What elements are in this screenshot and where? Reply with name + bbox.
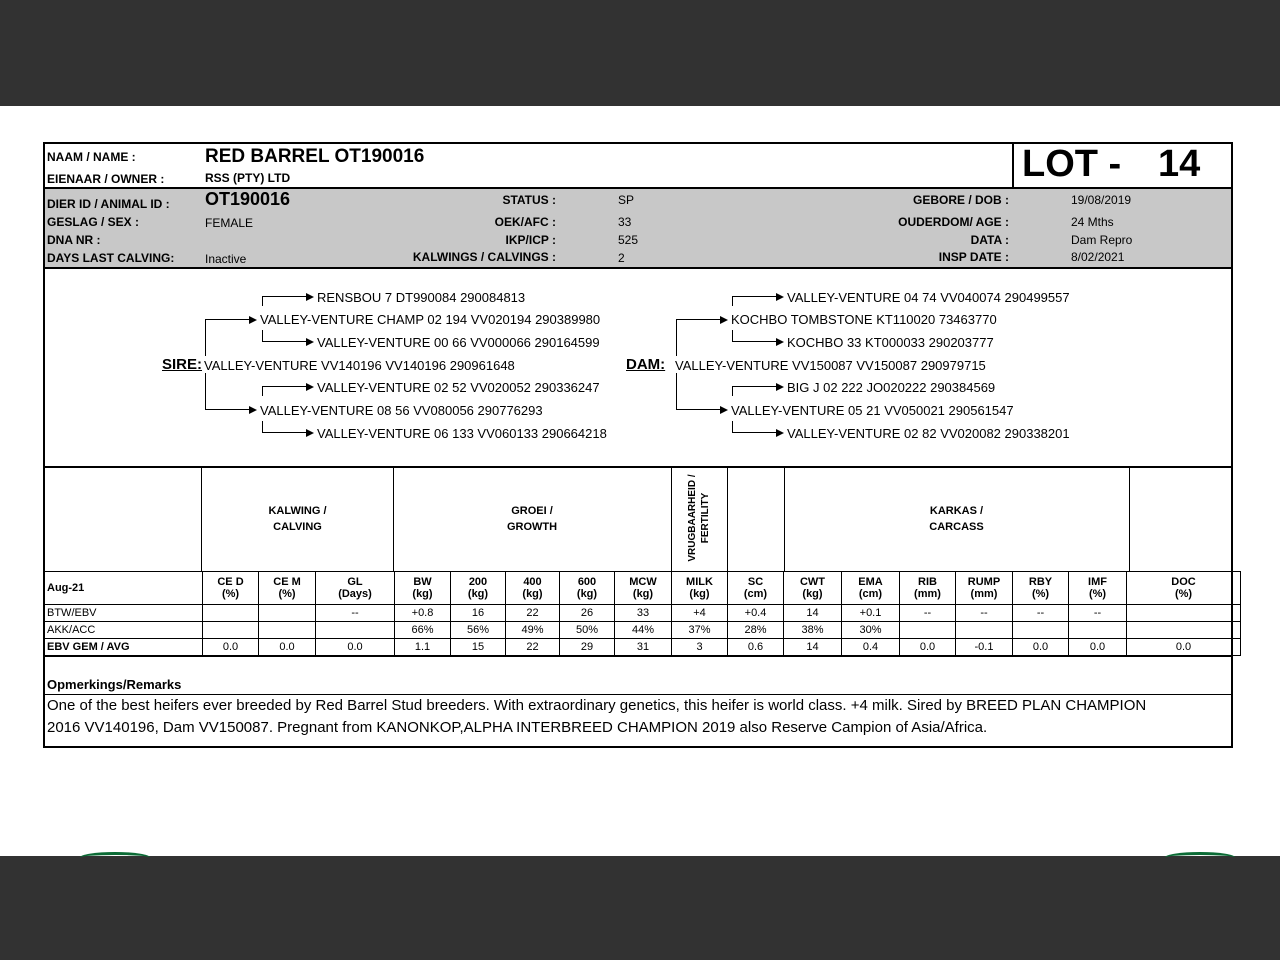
column-header (259, 572, 316, 605)
column-name: IMF (1088, 576, 1107, 588)
column-header (728, 572, 784, 605)
table-cell: 1.1 (395, 639, 451, 656)
table-cell: 0.0 (203, 639, 259, 656)
dob-label: GEBORE / DOB : (912, 193, 1009, 207)
table-cell: 29 (560, 639, 615, 656)
table-cell (1069, 622, 1127, 639)
age-value: 24 Mths (1071, 215, 1114, 229)
animal-id-value: OT190016 (205, 189, 291, 209)
column-name: BW (413, 576, 432, 588)
column-name: GL (347, 576, 363, 588)
table-cell: 22 (506, 639, 560, 656)
group-divider (671, 466, 672, 572)
table-row (45, 639, 1241, 656)
table-cell: 16 (451, 605, 506, 622)
column-name: 200 (468, 576, 488, 588)
table-row (45, 622, 1241, 639)
column-unit: (cm) (858, 588, 883, 600)
sire-dam-sire: VALLEY-VENTURE 02 52 VV020052 290336247 (317, 380, 600, 395)
sire-label: SIRE: (162, 356, 203, 373)
divider (45, 656, 1233, 657)
lot-divider (1012, 142, 1014, 188)
table-cell (1127, 605, 1241, 622)
column-header (784, 572, 842, 605)
table-cell: 15 (451, 639, 506, 656)
table-cell: 0.0 (1069, 639, 1127, 656)
animal-name: RED BARREL OT190016 (205, 146, 425, 167)
pedigree-connector (262, 330, 308, 342)
column-name: RUMP (967, 576, 1001, 588)
column-unit: (kg) (632, 588, 654, 600)
column-name: EMA (858, 576, 883, 588)
table-cell: 49% (506, 622, 560, 639)
table-cell: 0.0 (1013, 639, 1069, 656)
remarks-line-1: One of the best heifers ever breeded by Red Barrel Stud breeders. With extraordinary genetics, this heifer is world class. +4 milk. Sired by BREED PLAN CHAMPION (47, 697, 1147, 714)
arrow-icon (776, 429, 784, 437)
owner-label: EIENAAR / OWNER : (47, 172, 165, 186)
column-unit: (kg) (522, 588, 543, 600)
pedigree-connector (732, 386, 778, 396)
days-last-calving-value: Inactive (205, 252, 247, 266)
column-unit: (%) (278, 588, 296, 600)
sex-label: GESLAG / SEX : (47, 215, 140, 229)
pedigree-connector (732, 330, 778, 342)
period-label: Aug-21 (45, 572, 203, 605)
table-cell: 31 (615, 639, 672, 656)
divider (45, 694, 1233, 695)
status-value: SP (618, 193, 635, 207)
sire-dam: VALLEY-VENTURE 08 56 VV080056 290776293 (260, 403, 543, 418)
decorative-logo-edge (1165, 852, 1235, 863)
dam-dam: VALLEY-VENTURE 05 21 VV050021 290561547 (731, 403, 1014, 418)
table-cell: -- (1013, 605, 1069, 622)
table-cell: -- (900, 605, 956, 622)
fertility-header-line2: FERTILITY (700, 492, 711, 544)
table-cell: 0.0 (900, 639, 956, 656)
carcass-header-line1: KARKAS / (929, 505, 984, 517)
fertility-group-header (686, 461, 712, 575)
column-header (203, 572, 259, 605)
column-name: RBY (1028, 576, 1053, 588)
column-unit: (%) (1174, 588, 1193, 600)
calving-group-header (201, 503, 394, 535)
table-cell: 50% (560, 622, 615, 639)
data-value: Dam Repro (1071, 233, 1133, 247)
table-cell (900, 622, 956, 639)
table-cell: +4 (672, 605, 728, 622)
column-unit: (cm) (743, 588, 768, 600)
table-cell: 3 (672, 639, 728, 656)
data-label: DATA : (970, 233, 1009, 247)
icp-label: IKP/ICP : (505, 233, 556, 247)
age-label: OUDERDOM/ AGE : (898, 215, 1009, 229)
column-name: MCW (629, 576, 657, 588)
group-divider (1129, 466, 1130, 572)
column-name: CWT (799, 576, 826, 588)
table-cell (203, 622, 259, 639)
column-header (316, 572, 395, 605)
table-cell: -- (1069, 605, 1127, 622)
status-label: STATUS : (502, 193, 556, 207)
table-cell: 30% (842, 622, 900, 639)
arrow-icon (306, 383, 314, 391)
growth-group-header (393, 503, 671, 535)
table-cell (316, 622, 395, 639)
table-cell: 28% (728, 622, 784, 639)
column-name: MILK (686, 576, 713, 588)
column-unit: (kg) (576, 588, 598, 600)
column-name: DOC (1171, 576, 1196, 588)
table-cell: +0.1 (842, 605, 900, 622)
remarks-title: Opmerkings/Remarks (47, 677, 182, 692)
sex-value: FEMALE (205, 216, 254, 230)
divider (43, 267, 1233, 269)
column-header (615, 572, 672, 605)
column-unit: (%) (1088, 588, 1107, 600)
pedigree-connector (205, 373, 251, 410)
column-header (672, 572, 728, 605)
pedigree-connector (732, 296, 778, 306)
column-unit: (Days) (338, 588, 372, 600)
afc-value: 33 (618, 215, 632, 229)
table-cell: 0.0 (1127, 639, 1241, 656)
table-cell: -0.1 (956, 639, 1013, 656)
insp-date-value: 8/02/2021 (1071, 250, 1125, 264)
sire-dam-dam: VALLEY-VENTURE 06 133 VV060133 290664218 (317, 426, 607, 441)
column-name: CE D (217, 576, 244, 588)
table-cell: 0.6 (728, 639, 784, 656)
arrow-icon (306, 429, 314, 437)
table-cell: 26 (560, 605, 615, 622)
fertility-header-line1: VRUGBAARHEID / (687, 474, 698, 562)
table-header-row (45, 572, 1241, 605)
table-cell: 14 (784, 639, 842, 656)
row-label: EBV GEM / AVG (45, 639, 203, 656)
calvings-label: KALWINGS / CALVINGS : (412, 250, 556, 264)
dam-sire-sire: VALLEY-VENTURE 04 74 VV040074 290499557 (787, 290, 1070, 305)
table-cell: 33 (615, 605, 672, 622)
pedigree-connector (205, 319, 251, 356)
table-cell: 14 (784, 605, 842, 622)
column-unit: (%) (1031, 588, 1050, 600)
column-name: CE M (273, 576, 301, 588)
calvings-value: 2 (618, 251, 625, 265)
column-header (1069, 572, 1127, 605)
table-cell: -- (956, 605, 1013, 622)
table-cell: 38% (784, 622, 842, 639)
table-cell (203, 605, 259, 622)
table-cell: 66% (395, 622, 451, 639)
table-cell (1127, 622, 1241, 639)
remarks-line-2: 2016 VV140196, Dam VV150087. Pregnant from KANONKOP,ALPHA INTERBREED CHAMPION 2019 also Reserve Campion of Asia/Africa. (47, 719, 988, 736)
column-header (451, 572, 506, 605)
column-header (900, 572, 956, 605)
column-name: 600 (577, 576, 597, 588)
column-unit: (mm) (970, 588, 998, 600)
sire-sire-sire: RENSBOU 7 DT990084 290084813 (317, 290, 526, 305)
dob-value: 19/08/2019 (1071, 193, 1132, 207)
lot-label: LOT - (1022, 143, 1122, 185)
decorative-logo-edge (80, 852, 150, 863)
sire-value: VALLEY-VENTURE VV140196 VV140196 290961648 (204, 358, 515, 373)
pedigree-connector (676, 373, 722, 410)
table-cell: 0.0 (259, 639, 316, 656)
column-header (395, 572, 451, 605)
column-header (1127, 572, 1241, 605)
table-cell: 37% (672, 622, 728, 639)
table-row (45, 605, 1241, 622)
days-last-calving-label: DAYS LAST CALVING: (47, 251, 175, 265)
column-unit: (mm) (914, 588, 941, 600)
table-cell (259, 622, 316, 639)
sire-sire-dam: VALLEY-VENTURE 00 66 VV000066 290164599 (317, 335, 600, 350)
column-unit: (kg) (689, 588, 710, 600)
column-name: RIB (918, 576, 937, 588)
growth-header-line2: GROWTH (506, 521, 558, 533)
column-unit: (kg) (412, 588, 433, 600)
table-cell: 0.0 (316, 639, 395, 656)
table-cell: 56% (451, 622, 506, 639)
carcass-group-header (784, 503, 1129, 535)
table-cell (1013, 622, 1069, 639)
row-label: AKK/ACC (45, 622, 203, 639)
arrow-icon (249, 316, 257, 324)
table-cell: +0.4 (728, 605, 784, 622)
table-cell: 44% (615, 622, 672, 639)
column-unit: (kg) (467, 588, 489, 600)
column-header (506, 572, 560, 605)
column-unit: (%) (221, 588, 240, 600)
dam-dam-sire: BIG J 02 222 JO020222 290384569 (787, 380, 996, 395)
arrow-icon (776, 338, 784, 346)
column-header (560, 572, 615, 605)
arrow-icon (776, 383, 784, 391)
group-divider (727, 466, 728, 572)
dam-value: VALLEY-VENTURE VV150087 VV150087 290979715 (675, 358, 986, 373)
dam-sire-dam: KOCHBO 33 KT000033 290203777 (787, 335, 994, 350)
pedigree-connector (676, 319, 722, 356)
dam-label: DAM: (626, 356, 666, 373)
column-header (956, 572, 1013, 605)
animal-id-label: DIER ID / ANIMAL ID : (47, 197, 170, 211)
dam-dam-dam: VALLEY-VENTURE 02 82 VV020082 290338201 (787, 426, 1070, 441)
sire-sire: VALLEY-VENTURE CHAMP 02 194 VV020194 290389980 (260, 312, 601, 327)
name-label: NAAM / NAME : (47, 150, 136, 164)
arrow-icon (249, 406, 257, 414)
column-header (1013, 572, 1069, 605)
owner-value: RSS (PTY) LTD (205, 171, 291, 185)
afc-label: OEK/AFC : (494, 215, 556, 229)
column-header (842, 572, 900, 605)
arrow-icon (720, 316, 728, 324)
table-cell: 22 (506, 605, 560, 622)
pedigree-connector (262, 421, 308, 433)
ebv-table (44, 571, 1241, 656)
calving-header-line2: CALVING (273, 521, 322, 533)
column-name: SC (747, 576, 764, 588)
growth-header-line1: GROEI / (511, 505, 553, 517)
table-cell: +0.8 (395, 605, 451, 622)
arrow-icon (720, 406, 728, 414)
calving-header-line1: KALWING / (268, 505, 327, 517)
divider (43, 466, 1233, 468)
pedigree-connector (732, 421, 778, 433)
pedigree-connector (262, 296, 308, 306)
column-unit: (kg) (802, 588, 823, 600)
table-cell (956, 622, 1013, 639)
row-label: BTW/EBV (45, 605, 203, 622)
carcass-header-line2: CARCASS (929, 521, 984, 533)
column-name: 400 (523, 576, 542, 588)
pedigree-connector (262, 386, 308, 396)
table-cell: 0.4 (842, 639, 900, 656)
insp-date-label: INSP DATE : (938, 250, 1009, 264)
arrow-icon (306, 293, 314, 301)
table-cell: -- (316, 605, 395, 622)
dam-sire: KOCHBO TOMBSTONE KT110020 73463770 (731, 312, 997, 327)
arrow-icon (306, 338, 314, 346)
dna-label: DNA NR : (47, 233, 101, 247)
table-cell (259, 605, 316, 622)
icp-value: 525 (618, 233, 639, 247)
arrow-icon (776, 293, 784, 301)
lot-number: 14 (1158, 143, 1201, 185)
